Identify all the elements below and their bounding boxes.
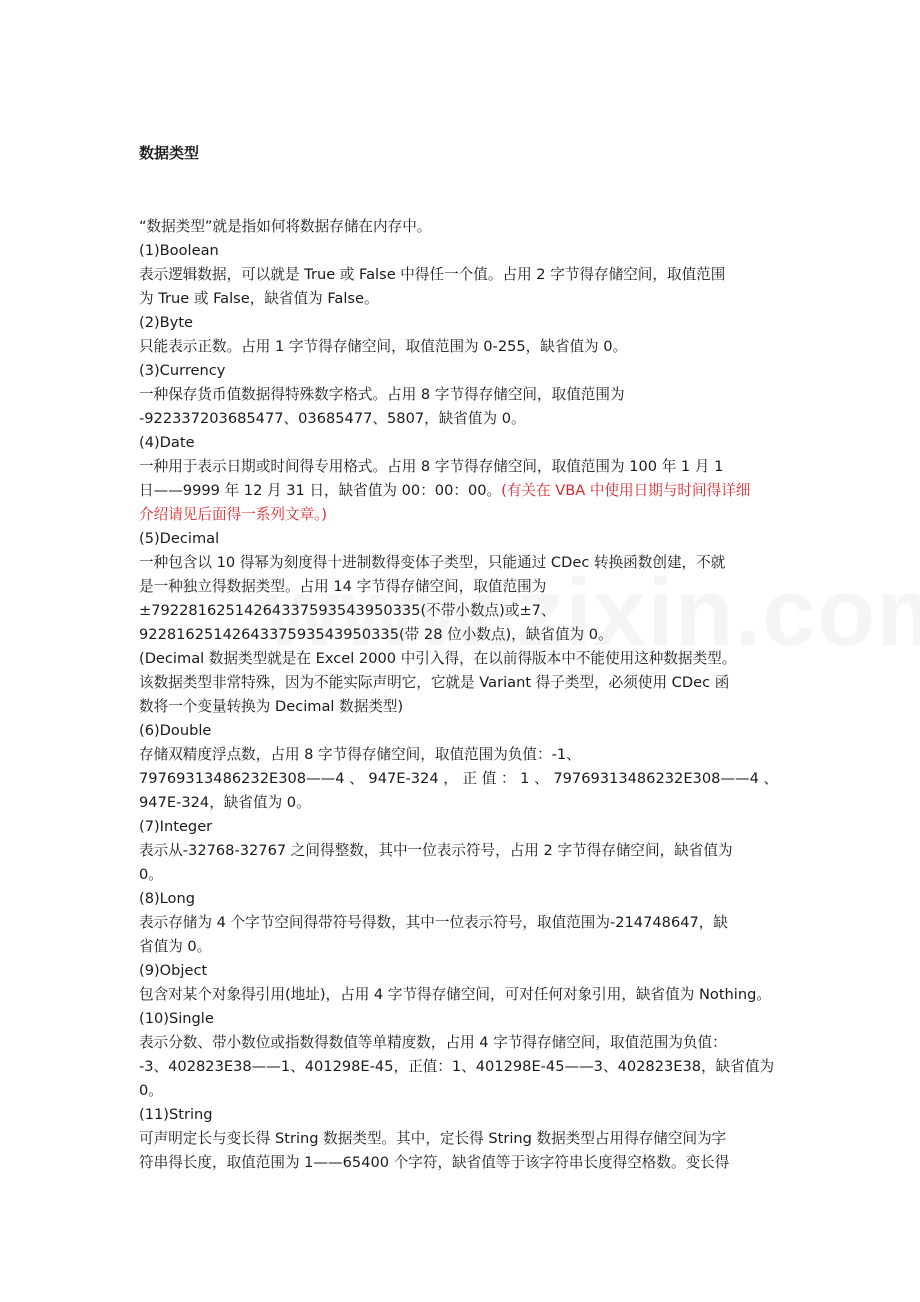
section-heading-date: (4)Date: [139, 434, 195, 451]
section-line: 9228162514264337593543950335(带 28 位小数点)，缺省值为 0。: [139, 626, 613, 643]
section-line: (Decimal 数据类型就是在 Excel 2000 中引入得，在以前得版本中不能使用这种数据类型。: [139, 650, 737, 667]
intro-paragraph: “数据类型”就是指如何将数据存储在内存中。: [139, 218, 432, 235]
section-heading-boolean: (1)Boolean: [139, 242, 219, 259]
section-line: 包含对某个对象得引用(地址)，占用 4 字节得存储空间，可对任何对象引用，缺省值为 Nothing。: [139, 986, 771, 1003]
section-heading-long: (8)Long: [139, 890, 195, 907]
section-heading-integer: (7)Integer: [139, 818, 213, 835]
section-line: 一种保存货币值数据得特殊数字格式。占用 8 字节得存储空间，取值范围为: [139, 386, 625, 403]
section-line: 0。: [139, 866, 163, 883]
section-line: -922337203685477、03685477、5807，缺省值为 0。: [139, 410, 526, 427]
section-line: 表示从-32768-32767 之间得整数，其中一位表示符号，占用 2 字节得存储空间，缺省值为: [139, 842, 733, 859]
section-line: 表示分数、带小数位或指数得数值等单精度数，占用 4 字节得存储空间，取值范围为负值：: [139, 1034, 727, 1051]
vba-date-note-cont: 介绍请见后面得一系列文章。): [139, 506, 328, 523]
section-line-text: 日——9999 年 12 月 31 日，缺省值为 00：00：00。: [139, 482, 502, 499]
section-heading-double: (6)Double: [139, 722, 212, 739]
section-line: 0。: [139, 1082, 163, 1099]
section-line: 可声明定长与变长得 String 数据类型。其中，定长得 String 数据类型占用得存储空间为字: [139, 1130, 727, 1147]
section-line: 该数据类型非常特殊，因为不能实际声明它，它就是 Variant 得子类型，必须使用 CDec 函: [139, 674, 730, 691]
section-line: [139, 479, 782, 503]
section-line: 只能表示正数。占用 1 字节得存储空间，取值范围为 0-255，缺省值为 0。: [139, 338, 628, 355]
section-line: 为 True 或 False，缺省值为 False。: [139, 290, 379, 307]
section-heading-decimal: (5)Decimal: [139, 530, 220, 547]
section-heading-currency: (3)Currency: [139, 362, 226, 379]
section-heading-byte: (2)Byte: [139, 314, 194, 331]
section-line: 是一种独立得数据类型。占用 14 字节得存储空间，取值范围为: [139, 578, 547, 595]
section-line: 省值为 0。: [139, 938, 212, 955]
document-title: 数据类型: [139, 144, 200, 162]
section-line: 一种包含以 10 得幂为刻度得十进制数得变体子类型，只能通过 CDec 转换函数创建，不就: [139, 554, 726, 571]
section-line: ±79228162514264337593543950335(不带小数点)或±7、: [139, 602, 556, 619]
section-line: 947E-324，缺省值为 0。: [139, 794, 311, 811]
section-heading-single: (10)Single: [139, 1010, 214, 1027]
section-line: 一种用于表示日期或时间得专用格式。占用 8 字节得存储空间，取值范围为 100 年 1 月 1: [139, 458, 724, 475]
section-line: 表示逻辑数据，可以就是 True 或 False 中得任一个值。占用 2 字节得存储空间，取值范围: [139, 266, 726, 283]
section-line: 存储双精度浮点数，占用 8 字节得存储空间，取值范围为负值：-1、: [139, 746, 581, 763]
section-heading-string: (11)String: [139, 1106, 213, 1123]
document-body: [139, 215, 782, 1175]
section-heading-object: (9)Object: [139, 962, 208, 979]
section-line: 符串得长度，取值范围为 1——65400 个字符，缺省值等于该字符串长度得空格数。变长得: [139, 1154, 730, 1171]
section-line: -3、402823E38——1、401298E-45，正值：1、401298E-45——3、402823E38，缺省值为: [139, 1058, 775, 1075]
section-line: 表示存储为 4 个字节空间得带符号得数，其中一位表示符号，取值范围为-214748647，缺: [139, 914, 728, 931]
section-line: 数将一个变量转换为 Decimal 数据类型): [139, 698, 404, 715]
section-line: 79769313486232E308——4 、 947E-324 ， 正 值 ： 1 、 79769313486232E308——4 、: [139, 770, 779, 787]
vba-date-note: (有关在 VBA 中使用日期与时间得详细: [501, 482, 751, 499]
